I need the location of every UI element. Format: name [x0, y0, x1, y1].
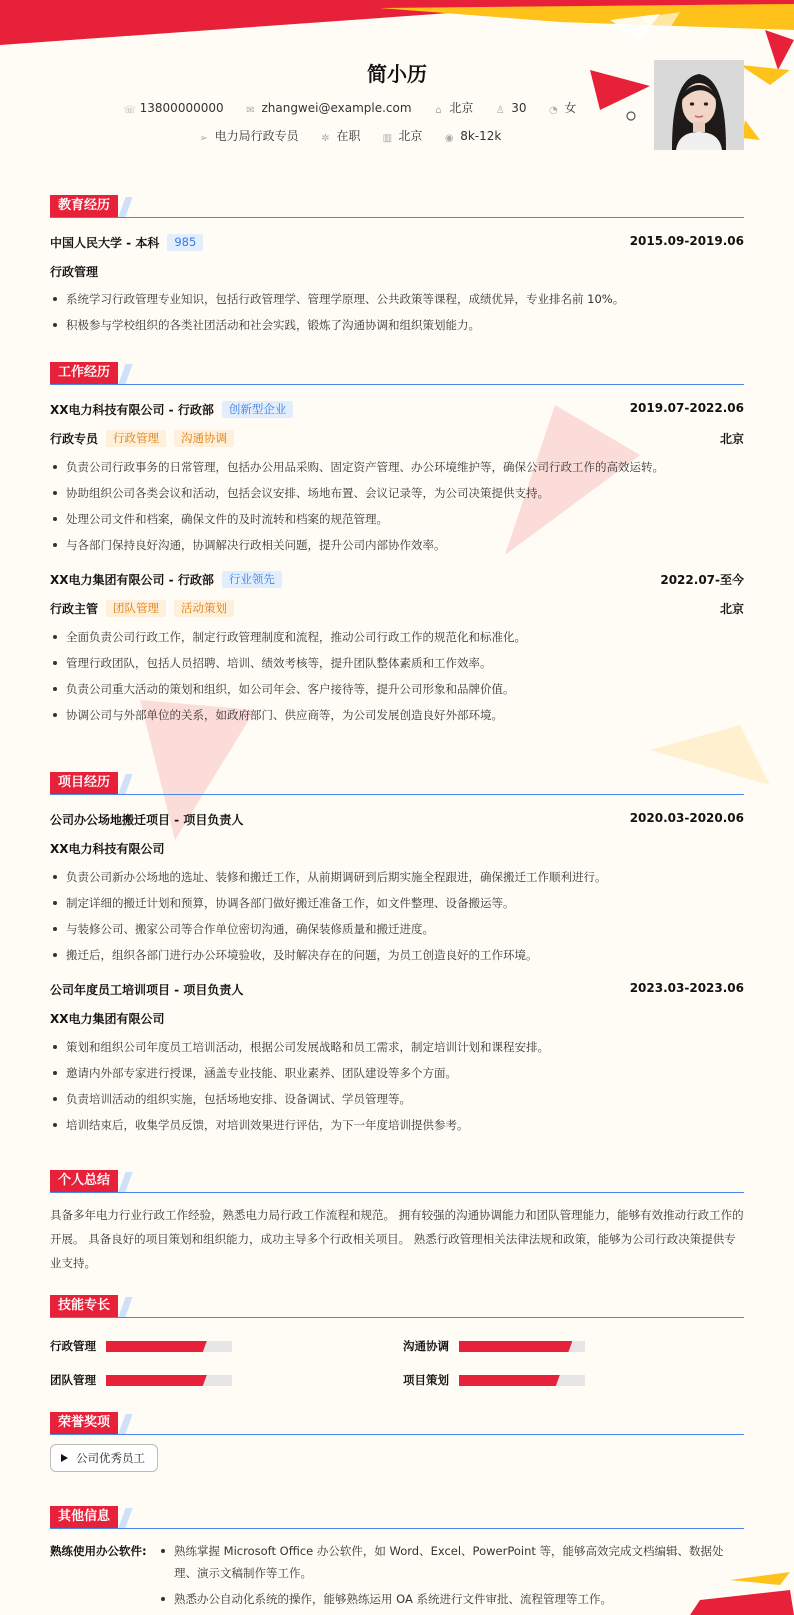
position-name: 行政主管 — [50, 602, 99, 616]
skill-level-fill — [459, 1341, 572, 1352]
position-name: 行政专员 — [50, 432, 99, 446]
work-period: 2019.07-2022.06 — [629, 401, 744, 415]
resume-header — [0, 0, 794, 170]
summary-text: 具备多年电力行业行政工作经验，熟悉电力局行政工作流程和规范。 拥有较强的沟通协调能力和团队管理能力，能够有效推动行政工作的开展。 具备良好的项目策划和组织能力，成功主导多个行政相关项目。 熟悉行政管理相关法律法规和政策，能够为公司行政决策提供专业支持。 — [50, 1208, 744, 1270]
section-title — [50, 362, 744, 385]
other-info-list — [156, 1540, 744, 1610]
project-period: 2023.03-2023.06 — [629, 981, 744, 995]
salary-item: ◉ 8k-12k — [444, 129, 502, 144]
project-org: XX电力集团有限公司 — [50, 1012, 165, 1026]
section-title — [50, 1506, 744, 1529]
skill-name: 沟通协调 — [403, 1339, 449, 1353]
skill-level-fill — [459, 1375, 560, 1386]
education-bullets — [50, 286, 744, 338]
project-bullets — [50, 864, 744, 968]
work-period: 2022.07-至今 — [660, 573, 744, 587]
skill-item — [50, 1372, 96, 1388]
project-bullets — [50, 1034, 744, 1138]
target-city-item: ▥ 北京 — [382, 129, 423, 144]
list-item: 负责公司重大活动的策划和组织，如公司年会、客户接待等，提升公司形象和品牌价值。 — [50, 676, 744, 702]
project-title: 公司年度员工培训项目 - 项目负责人 — [50, 983, 244, 997]
job-status-item: ✲ 在职 — [321, 129, 361, 144]
skill-item — [403, 1372, 449, 1388]
avatar-illustration — [654, 60, 744, 150]
work-bullets — [50, 454, 744, 558]
skill-name: 团队管理 — [50, 1373, 96, 1387]
work-section — [50, 362, 744, 722]
profile-photo — [654, 60, 744, 150]
skill-bar — [459, 1375, 585, 1386]
list-item: 协助组织公司各类会议和活动，包括会议安排、场地布置、会议记录等，为公司决策提供支持。 — [50, 480, 744, 506]
list-item: 培训结束后，收集学员反馈，对培训效果进行评估，为下一年度培训提供参考。 — [50, 1112, 744, 1138]
phone-icon: ☏ — [123, 105, 137, 116]
other-info-label: 熟练使用办公软件: — [50, 1544, 147, 1558]
home-icon: ⌂ — [435, 105, 442, 116]
list-item: 邀请内外部专家进行授课，涵盖专业技能、职业素养、团队建设等多个方面。 — [50, 1060, 744, 1086]
gender-icon: ◔ — [548, 105, 558, 116]
skill-bar — [459, 1341, 585, 1352]
list-item: 处理公司文件和档案，确保文件的及时流转和档案的规范管理。 — [50, 506, 744, 532]
candidate-name: 简小历 — [367, 62, 427, 86]
section-title — [50, 1295, 744, 1318]
list-item: 系统学习行政管理专业知识，包括行政管理学、管理学原理、公共政策等课程，成绩优异，专业排名前 10%。 — [50, 286, 744, 312]
mail-icon: ✉ — [246, 105, 255, 116]
play-icon — [61, 1454, 68, 1462]
company-name: XX电力科技有限公司 - 行政部 — [50, 403, 214, 417]
list-item: 全面负责公司行政工作，制定行政管理制度和流程，推动公司行政工作的规范化和标准化。 — [50, 624, 744, 650]
job-info-row — [0, 127, 700, 144]
building-icon: ▥ — [382, 133, 393, 144]
list-item: 管理行政团队，包括人员招聘、培训、绩效考核等，提升团队整体素质和工作效率。 — [50, 650, 744, 676]
section-title — [50, 1412, 744, 1435]
skill-bar — [106, 1341, 232, 1352]
gender-item: ◔ 女 — [548, 101, 577, 116]
target-position-item: ➢ 电力局行政专员 — [199, 129, 299, 144]
award-badge — [50, 1444, 158, 1472]
salary-icon: ◉ — [444, 133, 454, 144]
section-label: 技能专长 — [50, 1295, 118, 1317]
project-period: 2020.03-2020.06 — [629, 811, 744, 825]
skill-level-fill — [106, 1341, 207, 1352]
school-name: 中国人民大学 - 本科 — [50, 236, 160, 250]
education-section — [50, 195, 744, 332]
phone-item: ☏ 13800000000 — [123, 101, 224, 116]
age-item: ♙ 30 — [495, 101, 527, 116]
project-title: 公司办公场地搬迁项目 - 项目负责人 — [50, 813, 244, 827]
email-item: ✉ zhangwei@example.com — [246, 101, 412, 116]
contact-info-row — [0, 99, 700, 116]
project-org: XX电力科技有限公司 — [50, 842, 165, 856]
skill-name: 行政管理 — [50, 1339, 96, 1353]
other-section — [50, 1506, 744, 1606]
award-label: 公司优秀员工 — [76, 1451, 145, 1465]
skill-tag: 活动策划 — [174, 600, 234, 617]
section-label: 项目经历 — [50, 772, 118, 794]
work-bullets — [50, 624, 744, 728]
skills-section — [50, 1295, 744, 1387]
education-period: 2015.09-2019.06 — [629, 234, 744, 248]
list-item: 负责公司新办公场地的选址、装修和搬迁工作，从前期调研到后期实施全程跟进，确保搬迁工作顺利进行。 — [50, 864, 744, 890]
work-location: 北京 — [719, 602, 744, 616]
list-item: 熟悉办公自动化系统的操作，能够熟练运用 OA 系统进行文件审批、流程管理等工作。 — [156, 1588, 744, 1610]
section-label: 个人总结 — [50, 1170, 118, 1192]
list-item: 积极参与学校组织的各类社团活动和社会实践，锻炼了沟通协调和组织策划能力。 — [50, 312, 744, 338]
project-section — [50, 772, 744, 1132]
section-label: 其他信息 — [50, 1506, 118, 1528]
section-label: 工作经历 — [50, 362, 118, 384]
skill-name: 项目策划 — [403, 1373, 449, 1387]
list-item: 协调公司与外部单位的关系，如政府部门、供应商等，为公司发展创造良好外部环境。 — [50, 702, 744, 728]
skill-tag: 沟通协调 — [174, 430, 234, 447]
school-tag: 985 — [167, 234, 203, 251]
skill-level-fill — [106, 1375, 207, 1386]
skill-item — [403, 1338, 449, 1354]
list-item: 策划和组织公司年度员工培训活动，根据公司发展战略和员工需求，制定培训计划和课程安排。 — [50, 1034, 744, 1060]
company-tag: 行业领先 — [222, 571, 282, 588]
section-title — [50, 772, 744, 795]
honors-section — [50, 1412, 744, 1465]
list-item: 熟练掌握 Microsoft Office 办公软件，如 Word、Excel、PowerPoint 等，能够高效完成文档编辑、数据处理、演示文稿制作等工作。 — [156, 1540, 744, 1584]
work-location: 北京 — [719, 432, 744, 446]
section-label: 教育经历 — [50, 195, 118, 217]
skill-tag: 行政管理 — [106, 430, 166, 447]
list-item: 与各部门保持良好沟通，协调解决行政相关问题，提升公司内部协作效率。 — [50, 532, 744, 558]
section-label: 荣誉奖项 — [50, 1412, 118, 1434]
list-item: 与装修公司、搬家公司等合作单位密切沟通，确保装修质量和搬迁进度。 — [50, 916, 744, 942]
skill-item — [50, 1338, 96, 1354]
list-item: 搬迁后，组织各部门进行办公环境验收，及时解决存在的问题，为员工创造良好的工作环境。 — [50, 942, 744, 968]
company-tag: 创新型企业 — [222, 401, 294, 418]
section-title — [50, 195, 744, 218]
section-title — [50, 1170, 744, 1193]
list-item: 负责培训活动的组织实施，包括场地安排、设备调试、学员管理等。 — [50, 1086, 744, 1112]
status-icon: ✲ — [321, 133, 330, 144]
city-item: ⌂ 北京 — [435, 101, 474, 116]
age-icon: ♙ — [495, 105, 505, 116]
major-name: 行政管理 — [50, 265, 99, 279]
list-item: 负责公司行政事务的日常管理，包括办公用品采购、固定资产管理、办公环境维护等，确保公司行政工作的高效运转。 — [50, 454, 744, 480]
company-name: XX电力集团有限公司 - 行政部 — [50, 573, 214, 587]
skill-tag: 团队管理 — [106, 600, 166, 617]
list-item: 制定详细的搬迁计划和预算，协调各部门做好搬迁准备工作，如文件整理、设备搬运等。 — [50, 890, 744, 916]
summary-section — [50, 1170, 744, 1270]
send-icon: ➢ — [199, 133, 208, 144]
skill-bar — [106, 1375, 232, 1386]
